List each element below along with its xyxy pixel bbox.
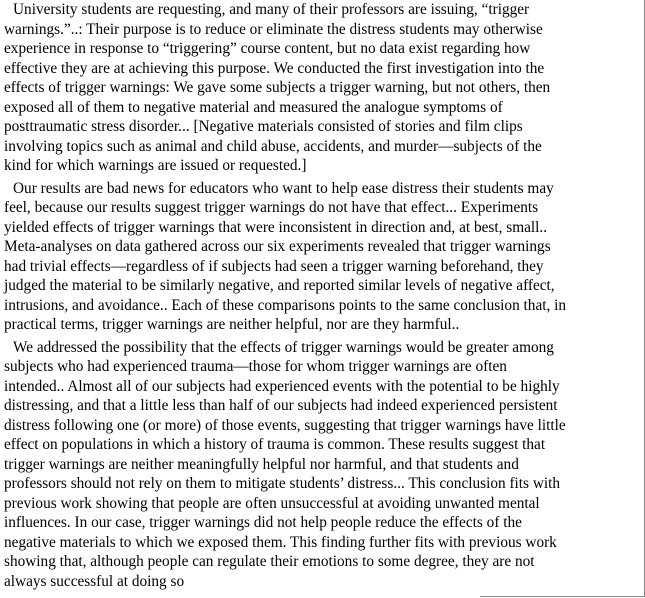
text-line: distress following one (or more) of those events, suggesting that trigger warnings have little bbox=[4, 416, 566, 434]
text-line: trigger warnings are neither meaningfully helpful nor harmful, and that students and bbox=[4, 455, 519, 473]
text-line: intrusions, and avoidance.. Each of these comparisons points to the same conclusion that, in bbox=[4, 296, 567, 314]
text-line: professors should not rely on them to mitigate students’ distress... This conclusion fits with bbox=[4, 475, 561, 492]
text-line: feel, because our results suggest trigger warnings do not have that effect... Experiments bbox=[4, 199, 539, 216]
text-line: exposed all of them to negative material and measured the analogue symptoms of bbox=[4, 98, 503, 116]
text-line: warnings.”..: Their purpose is to reduce or eliminate the distress students may otherwise bbox=[4, 20, 543, 38]
text-line: had trivial effects—regardless of if subjects had seen a trigger warning beforehand, they bbox=[4, 257, 544, 275]
text-line: posttraumatic stress disorder... [Negative materials consisted of stories and film clips bbox=[4, 118, 523, 135]
text-line: effect on populations in which a history of trauma is common. These results suggest that bbox=[4, 436, 546, 453]
text-line: practical terms, trigger warnings are neither helpful, nor are they harmful.. bbox=[4, 316, 460, 333]
text-line: judged the material to be similarly negative, and reported similar levels of negative affect, bbox=[4, 277, 555, 294]
text-line: subjects who had experienced trauma—those for whom trigger warnings are often bbox=[4, 358, 507, 375]
text-line: previous work showing that people are often unsuccessful at avoiding unwanted mental bbox=[4, 494, 540, 512]
text-line: Our results are bad news for educators who want to help ease distress their students may bbox=[13, 179, 554, 197]
text-line: effects of trigger warnings: We gave some subjects a trigger warning, but not others, then bbox=[4, 79, 551, 96]
text-line: always successful at doing so bbox=[4, 572, 185, 590]
text-line: showing that, although people can regulate their emotions to some degree, they are not bbox=[4, 553, 535, 570]
text-line: Meta-analyses on data gathered across our six experiments revealed that trigger warnings bbox=[4, 238, 551, 255]
text-line: We addressed the possibility that the effects of trigger warnings would be greater among bbox=[13, 338, 554, 356]
text-line: University students are requesting, and many of their professors are issuing, “trigger bbox=[13, 1, 530, 18]
text-line: involving topics such as animal and child abuse, accidents, and murder—subjects of the bbox=[4, 137, 542, 155]
text-line: yielded effects of trigger warnings that were inconsistent in direction and, at best, small.. bbox=[4, 218, 548, 236]
page-edge-bottom bbox=[480, 596, 645, 597]
text-line: effective they are at achieving this purpose. We conducted the first investigation into the bbox=[4, 59, 545, 77]
text-line: intended.. Almost all of our subjects had experienced events with the potential to be highly bbox=[4, 377, 560, 395]
text-line: negative materials to which we exposed them. This finding further fits with previous work bbox=[4, 533, 557, 551]
text-line: distressing, and that a little less than half of our subjects had indeed experienced persistent bbox=[4, 397, 558, 414]
text-line: experience in response to “triggering” course content, but no data exist regarding how bbox=[4, 40, 531, 57]
text-line: influences. In our case, trigger warnings did not help people reduce the effects of the bbox=[4, 514, 522, 531]
text-line: kind for which warnings are issued or requested.] bbox=[4, 157, 307, 174]
